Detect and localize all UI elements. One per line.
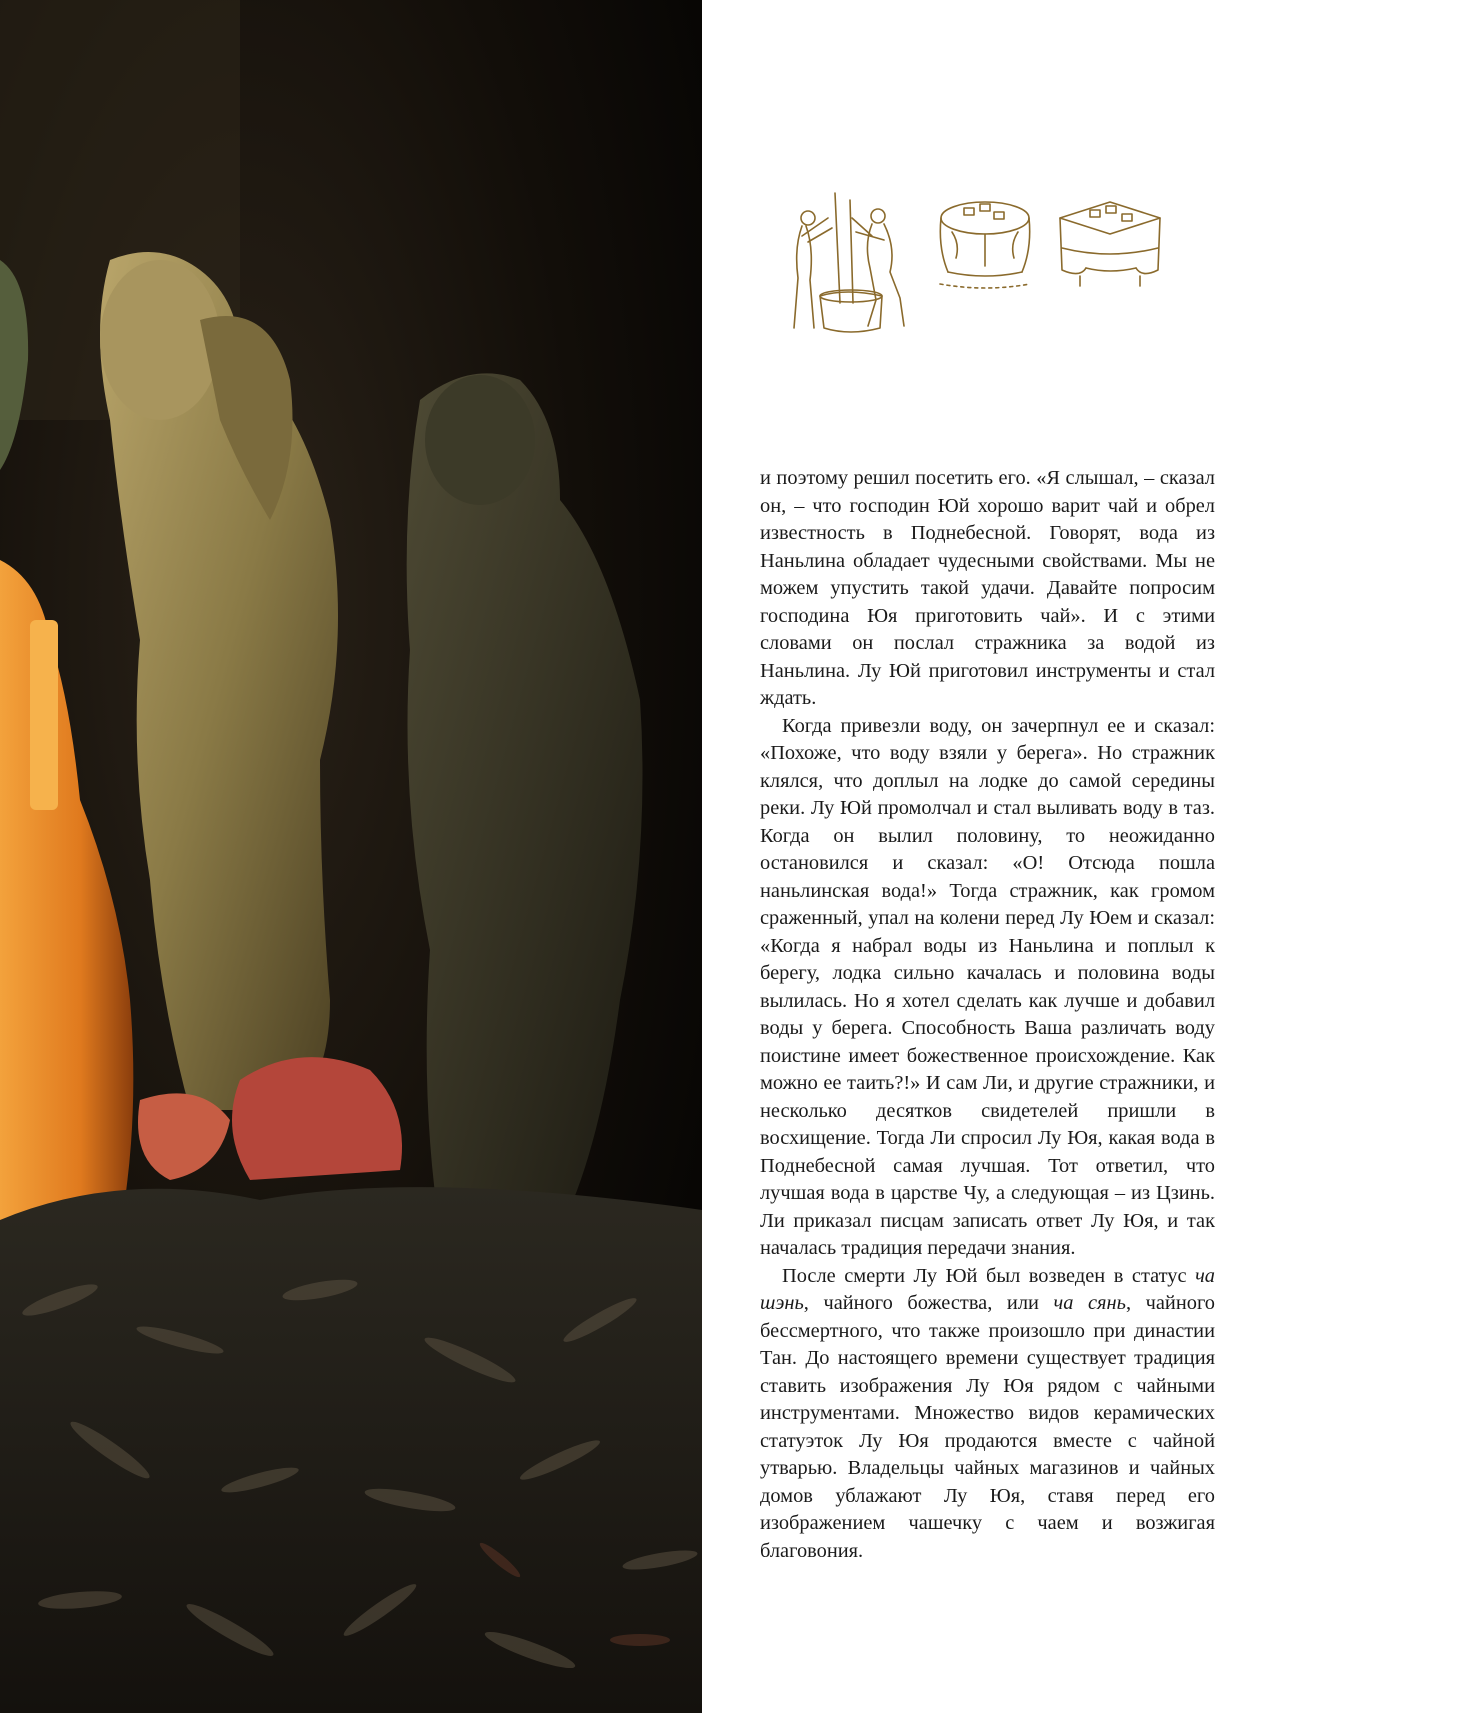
paragraph-3-part-1: После смерти Лу Юй был возведен в статус	[782, 1264, 1196, 1287]
paragraph-2: Когда привезли воду, он зачерпнул ее и сказал: «Похоже, что воду взяли у берега». Но стражник клялся, что доплыл на лодке до самой середины реки. Лу Юй промолчал и стал выливать воду в таз. Когда он вылил половину, то неожиданно остановился и сказал: «О! Отсюда пошла наньлинская вода!» Тогда стражник, как громом сраженный, упал на колени перед Лу Юем и сказал: «Когда я набрал воды из Наньлина и поплыл к берегу, лодка сильно качалась и половина воды вылилась. Но я хотел сделать как лучше и добавил воды у берега. Способность Ваша различать воду поистине имеет божественное происхождение. Как можно ее таить?!» И сам Ли, и другие стражники, и несколько десятков свидетелей пришли в восхищение. Тогда Ли спросил Лу Юя, какая вода в Поднебесной самая лучшая. Тот ответил, что лучшая вода в царстве Чу, а следующая – из Цзинь. Ли приказал писцам записать ответ Лу Юя, и так началась традиция передачи знания.	[760, 714, 1215, 1259]
paragraph-3	[760, 1263, 1215, 1566]
body-text	[760, 465, 1215, 1565]
figurines-photo-image	[0, 0, 702, 1713]
photo-soapstone-figurines	[0, 0, 702, 1713]
paragraph-3-part-2: , чайного божества, или	[803, 1292, 1054, 1314]
pounding-figures-icon	[794, 193, 904, 332]
square-table-tea-cakes-icon	[1060, 202, 1160, 286]
chinese-tea-making-engraving-icon	[780, 188, 1200, 368]
paragraph-1: и поэтому решил посетить его. «Я слышал, – сказал он, – что господин Юй хорошо варит чай и обрел известность в Поднебесной. Говорят, вода из Наньлина обладает чудесными свойствами. Мы не можем упустить такой удачи. Давайте попросим господина Юя приготовить чай». И с этими словами он послал стражника за водой из Наньлина. Лу Юй приготовил инструменты и стал ждать.	[760, 467, 1215, 709]
tea-making-illustration	[780, 188, 1200, 368]
term-cha-shen: ча шэнь	[760, 1264, 1215, 1314]
round-table-tea-cakes-icon	[940, 202, 1030, 288]
term-cha-syan: ча сянь	[1053, 1292, 1126, 1314]
paragraph-3-part-3: , чайного бессмертного, что также произошло при династии Тан. До настоящего времени существует традиция ставить изображения Лу Юя рядом с чайными инструментами. Множество видов керамических статуэток Лу Юя продаются вместе с чайной утварью. Владельцы чайных магазинов и чайных домов ублажают Лу Юя, ставя перед его изображением чашечку с чаем и возжигая благовония.	[760, 1292, 1215, 1562]
